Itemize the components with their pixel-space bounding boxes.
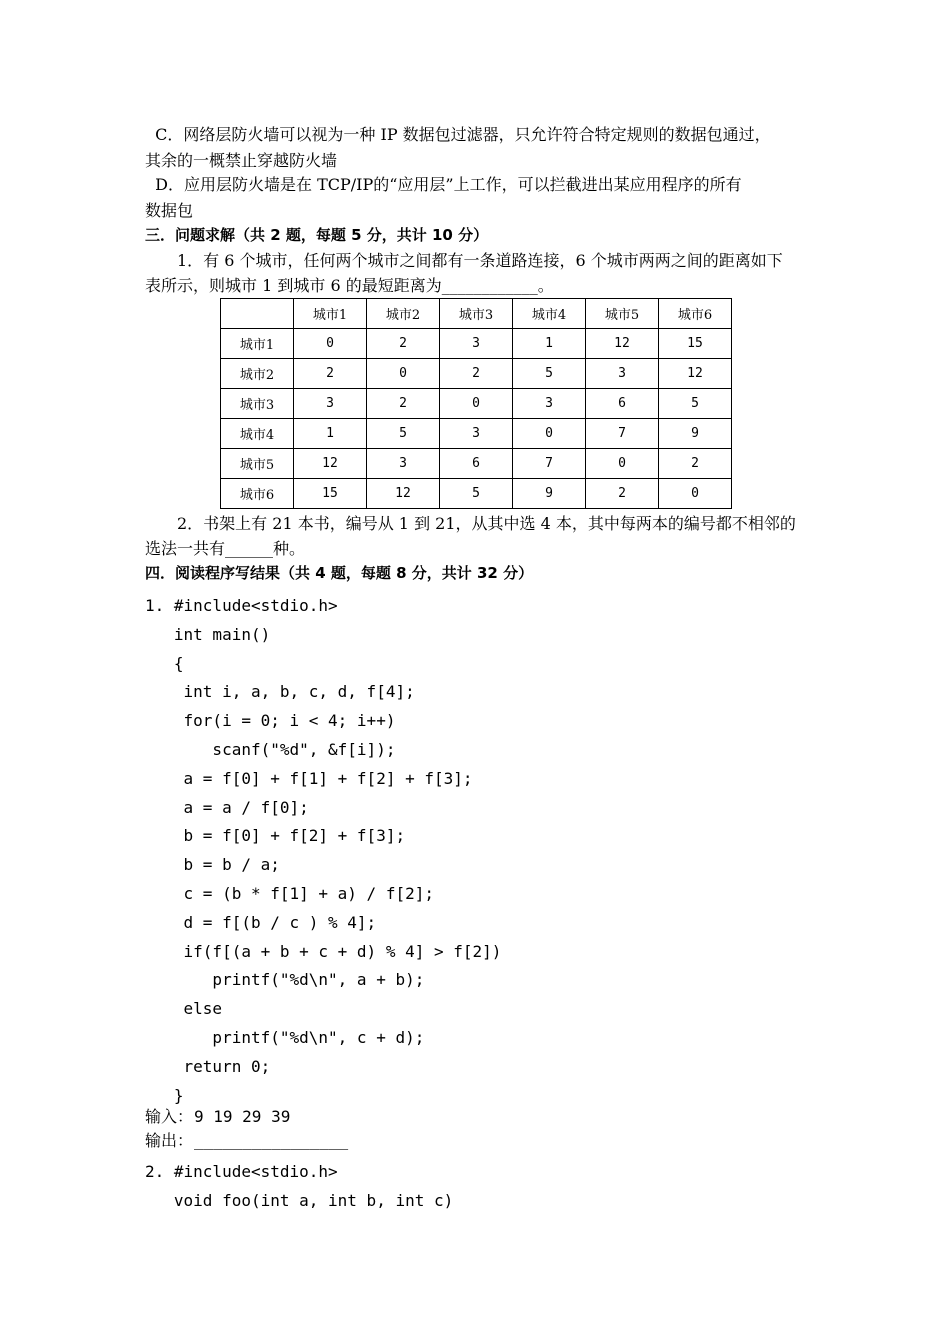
table-cell: 5 <box>659 389 732 419</box>
code-line: printf("%d\n", c + d); <box>145 1028 425 1047</box>
code-line: scanf("%d", &f[i]); <box>145 740 396 759</box>
table-cell: 9 <box>513 479 586 509</box>
table-row <box>221 329 732 359</box>
table-row <box>221 479 732 509</box>
table-header-row <box>221 299 732 329</box>
code-line: return 0; <box>145 1056 271 1076</box>
table-cell: 2 <box>294 359 367 389</box>
table-cell: 0 <box>367 359 440 389</box>
code-line: c = (b * f[1] + a) / f[2]; <box>145 884 434 903</box>
code-line: for(i = 0; i < 4; i++) <box>145 711 396 731</box>
section4-title: 四．阅读程序写结果（共 4 题，每题 8 分，共计 32 分） <box>145 564 534 582</box>
distance-table <box>220 298 732 509</box>
code-line: a = f[0] + f[1] + f[2] + f[3]; <box>145 768 473 788</box>
table-row <box>221 359 732 389</box>
table-cell: 1 <box>513 329 586 359</box>
table-cell: 3 <box>294 389 367 419</box>
table-row-label: 城市6 <box>221 479 294 509</box>
table-row-label: 城市5 <box>221 449 294 479</box>
table-row <box>221 419 732 449</box>
q1-line2: 表所示，则城市 1 到城市 6 的最短距离为____________。 <box>145 276 554 295</box>
table-cell: 0 <box>440 389 513 419</box>
table-cell: 3 <box>440 419 513 449</box>
table-row <box>221 449 732 479</box>
table-header-cell: 城市3 <box>440 299 513 329</box>
code-line: int i, a, b, c, d, f[4]; <box>145 682 415 702</box>
output-label: 输出： <box>145 1131 194 1150</box>
code-line: 2. #include<stdio.h> <box>145 1162 338 1181</box>
table-cell: 3 <box>513 389 586 419</box>
code-line: 1. #include<stdio.h> <box>145 596 338 615</box>
table-cell: 0 <box>586 449 659 479</box>
table-cell: 5 <box>440 479 513 509</box>
table-cell: 15 <box>659 329 732 359</box>
code-line: printf("%d\n", a + b); <box>145 970 425 990</box>
code-line: if(f[(a + b + c + d) % 4] > f[2]) <box>145 941 502 961</box>
code-line: b = f[0] + f[2] + f[3]; <box>145 826 406 846</box>
input-value: 9 19 29 39 <box>194 1107 291 1126</box>
table-cell: 5 <box>513 359 586 389</box>
code-line: } <box>145 1085 184 1105</box>
table-row-label: 城市3 <box>221 389 294 419</box>
code-line: b = b / a; <box>145 855 280 875</box>
table-cell: 6 <box>440 449 513 479</box>
table-cell: 12 <box>367 479 440 509</box>
input-label: 输入： <box>145 1107 194 1126</box>
table-cell: 2 <box>659 449 732 479</box>
option-d-line2: 数据包 <box>145 201 194 220</box>
table-cell: 2 <box>586 479 659 509</box>
table-header-cell: 城市1 <box>294 299 367 329</box>
table-cell: 0 <box>659 479 732 509</box>
q2-line1: 2．书架上有 21 本书，编号从 1 到 21，从其中选 4 本，其中每两本的编号都不相邻的 <box>177 514 796 533</box>
table-cell: 6 <box>586 389 659 419</box>
q1-line1: 1．有 6 个城市，任何两个城市之间都有一条道路连接，6 个城市两两之间的距离如下 <box>177 251 783 270</box>
table-cell: 15 <box>294 479 367 509</box>
table-cell: 3 <box>367 449 440 479</box>
table-cell: 12 <box>294 449 367 479</box>
option-c-line2: 其余的一概禁止穿越防火墙 <box>145 151 338 170</box>
code-line: void foo(int a, int b, int c) <box>145 1191 454 1210</box>
q2-line2: 选法一共有______种。 <box>145 539 306 558</box>
option-c-line1: C．网络层防火墙可以视为一种 IP 数据包过滤器，只允许符合特定规则的数据包通过， <box>145 125 771 144</box>
table-cell: 1 <box>294 419 367 449</box>
table-cell: 7 <box>513 449 586 479</box>
table-cell: 5 <box>367 419 440 449</box>
table-cell: 3 <box>440 329 513 359</box>
code-line: int main() <box>145 624 271 644</box>
table-cell: 2 <box>367 389 440 419</box>
code-line: else <box>145 999 223 1019</box>
table-header-cell: 城市6 <box>659 299 732 329</box>
table-header-cell: 城市4 <box>513 299 586 329</box>
code-line: { <box>145 653 184 673</box>
table-header-cell: 城市2 <box>367 299 440 329</box>
table-cell: 2 <box>367 329 440 359</box>
table-cell: 12 <box>586 329 659 359</box>
table-row-label: 城市4 <box>221 419 294 449</box>
table-cell: 2 <box>440 359 513 389</box>
table-header-cell: 城市5 <box>586 299 659 329</box>
code-line: a = a / f[0]; <box>145 797 309 817</box>
section3-title: 三．问题求解（共 2 题，每题 5 分，共计 10 分） <box>145 226 489 244</box>
table-cell: 3 <box>586 359 659 389</box>
table-row <box>221 389 732 419</box>
table-header-cell <box>221 299 294 329</box>
table-cell: 9 <box>659 419 732 449</box>
code-line: d = f[(b / c ) % 4]; <box>145 912 377 932</box>
table-cell: 12 <box>659 359 732 389</box>
table-cell: 0 <box>513 419 586 449</box>
output-blank: ________________ <box>194 1131 349 1150</box>
table-row-label: 城市2 <box>221 359 294 389</box>
table-cell: 7 <box>586 419 659 449</box>
option-d-line1: D．应用层防火墙是在 TCP/IP的“应用层”上工作，可以拦截进出某应用程序的所有 <box>145 175 742 194</box>
table-row-label: 城市1 <box>221 329 294 359</box>
table-cell: 0 <box>294 329 367 359</box>
